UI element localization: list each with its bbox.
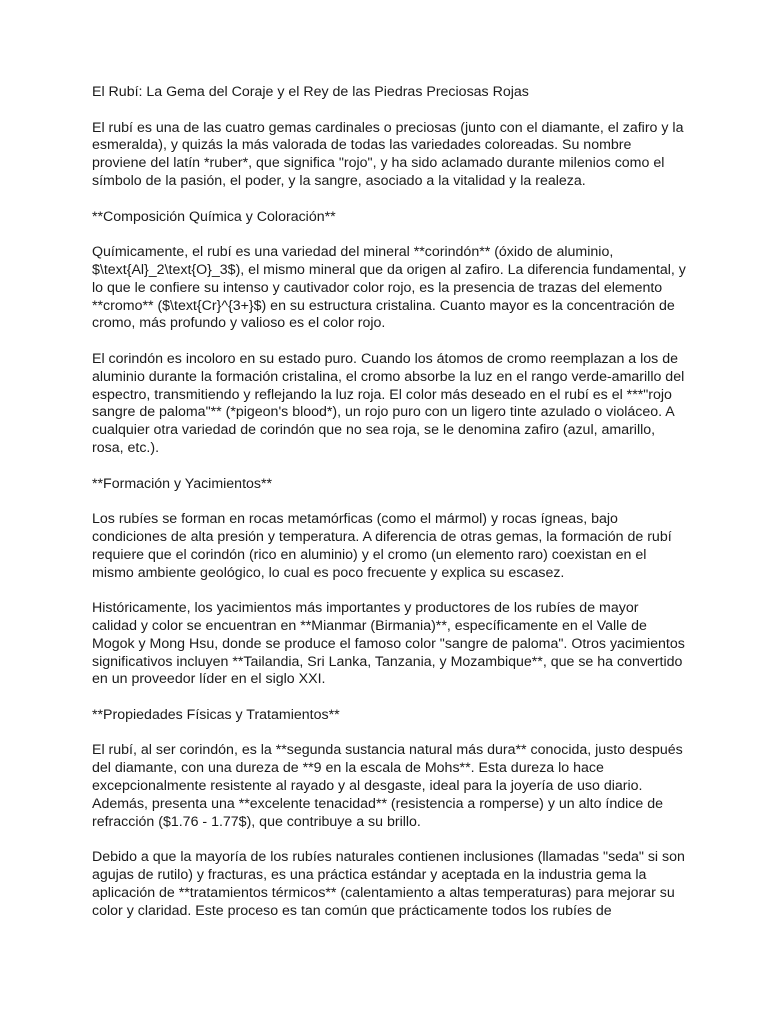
paragraph-formation-1: Los rubíes se forman en rocas metamórficas (como el mármol) y rocas ígneas, bajo condiciones de alta presión y temperatura. A diferencia de otras gemas, la formación de rubí requiere que el corindón (rico en aluminio) y el cromo (un elemento raro) coexistan en el mismo ambiente geológico, lo cual es poco frecuente y explica su escasez. [92, 511, 672, 581]
paragraph-formation-2: Históricamente, los yacimientos más importantes y productores de los rubíes de mayor calidad y color se encuentran en **Mianmar (Birmania)**, específicamente en el Valle de Mogok y Mong Hsu, donde se produce el famoso color "sangre de paloma". Otros yacimientos significativos incluyen **Tailandia, Sri Lanka, Tanzania, y Mozambique**, que se ha convertido en un proveedor líder en el siglo XXI. [92, 600, 685, 688]
document-page [92, 84, 686, 938]
paragraph-properties-1: El rubí, al ser corindón, es la **segunda sustancia natural más dura** conocida, justo después del diamante, con una dureza de **9 en la escala de Mohs**. Esta dureza lo hace excepcionalmente resistente al rayado y al desgaste, ideal para la joyería de uso diario. Además, presenta una **excelente tenacidad** (resistencia a romperse) y un alto índice de refracción ($1.76 - 1.77$), que contribuye a su brillo. [92, 742, 683, 830]
section-heading-formation: **Formación y Yacimientos** [92, 475, 273, 492]
paragraph-properties-2: Debido a que la mayoría de los rubíes naturales contienen inclusiones (llamadas "seda" si son agujas de rutilo) y fracturas, es una práctica estándar y aceptada en la industria gema la aplicación de **tratamientos térmicos** (calentamiento a altas temperaturas) para mejorar su color y claridad. Este proceso es tan común que prácticamente todos los rubíes de [92, 849, 685, 919]
paragraph-composition-1: Químicamente, el rubí es una variedad del mineral **corindón** (óxido de aluminio, $\text{Al}_2\text{O}_3$), el mismo mineral que da origen al zafiro. La diferencia fundamental, y lo que le confiere su intenso y cautivador color rojo, es la presencia de trazas del elemento **cromo** ($\text{Cr}^{3+}$) en su estructura cristalina. Cuanto mayor es la concentración de cromo, más profundo y valioso es el color rojo. [92, 244, 686, 332]
intro-paragraph: El rubí es una de las cuatro gemas cardinales o preciosas (junto con el diamante, el zafiro y la esmeralda), y quizás la más valorada de todas las variedades coloreadas. Su nombre proviene del latín *ruber*, que significa "rojo", y ha sido aclamado durante milenios como el símbolo de la pasión, el poder, y la sangre, asociado a la vitalidad y la realeza. [92, 119, 684, 189]
section-heading-properties: **Propiedades Físicas y Tratamientos** [92, 706, 340, 723]
document-title: El Rubí: La Gema del Coraje y el Rey de las Piedras Preciosas Rojas [92, 84, 529, 100]
section-heading-composition: **Composición Química y Coloración** [92, 208, 336, 225]
paragraph-composition-2: El corindón es incoloro en su estado puro. Cuando los átomos de cromo reemplazan a los de aluminio durante la formación cristalina, el cromo absorbe la luz en el rango verde-amarillo del espectro, transmitiendo y reflejando la luz roja. El color más deseado en el rubí es el ***"rojo sangre de paloma"** (*pigeon's blood*), un rojo puro con un ligero tinte azulado o violáceo. A cualquier otra variedad de corindón que no sea roja, se le denomina zafiro (azul, amarillo, rosa, etc.). [92, 350, 685, 456]
